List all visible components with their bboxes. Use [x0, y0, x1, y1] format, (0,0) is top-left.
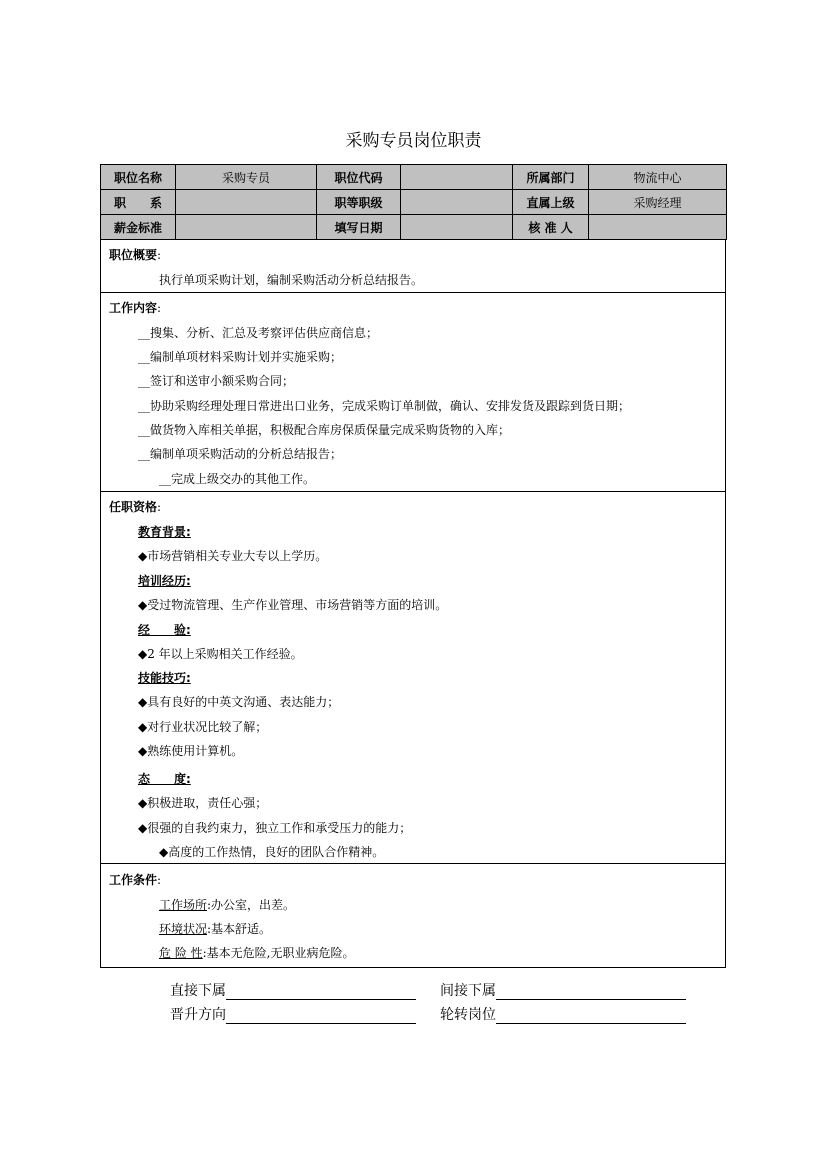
direct-subordinate-blank[interactable]	[226, 985, 416, 1000]
rotation-blank[interactable]	[496, 1009, 686, 1024]
list-item: ◆2 年以上采购相关工作经验。	[138, 647, 303, 661]
salary-label: 薪金标准	[101, 215, 176, 240]
rotation-field: 轮转岗位	[440, 1004, 686, 1024]
qualifications-section	[100, 492, 726, 864]
list-item: ◆高度的工作热情，良好的团队合作精神。	[159, 845, 385, 859]
salary-value	[176, 215, 317, 240]
list-item: __协助采购经理处理日常进出口业务，完成采购订单制做，确认、安排发货及跟踪到货日期；	[138, 399, 631, 413]
skills-title: 技能技巧:	[138, 671, 191, 685]
table-row	[101, 165, 727, 190]
duties-section	[100, 293, 726, 492]
indirect-subordinate-field: 间接下属	[440, 980, 686, 1000]
table-row	[101, 215, 727, 240]
position-code-value	[401, 165, 513, 190]
grade-label: 职等职级	[317, 190, 401, 215]
position-code-label: 职位代码	[317, 165, 401, 190]
promotion-field: 晋升方向	[170, 1004, 416, 1024]
list-item: __编制单项材料采购计划并实施采购；	[138, 350, 343, 364]
supervisor-label: 直属上级	[513, 190, 589, 215]
fill-date-value	[401, 215, 513, 240]
department-value: 物流中心	[589, 165, 727, 190]
overview-heading: 职位概要:	[109, 248, 162, 262]
list-item: __做货物入库相关单据，积极配合库房保质保量完成采购货物的入库；	[138, 423, 511, 437]
job-family-value	[176, 190, 317, 215]
supervisor-value: 采购经理	[589, 190, 727, 215]
approver-label: 核 准 人	[513, 215, 589, 240]
job-family-label: 职 系	[101, 190, 176, 215]
fill-date-label: 填写日期	[317, 215, 401, 240]
list-item: ◆熟练使用计算机。	[138, 744, 244, 758]
position-name-label: 职位名称	[101, 165, 176, 190]
list-item: __签订和送审小额采购合同；	[138, 374, 295, 388]
conditions-section	[100, 864, 726, 968]
experience-title: 经 验:	[138, 623, 191, 637]
job-info-table	[100, 164, 727, 240]
list-item: ◆市场营销相关专业大专以上学历。	[138, 549, 328, 563]
workplace-line: 工作场所:办公室，出差。	[159, 898, 296, 912]
promotion-blank[interactable]	[226, 1009, 416, 1024]
environment-line: 环境状况:基本舒适。	[159, 922, 272, 936]
overview-section	[100, 240, 726, 293]
education-title: 教育背景:	[138, 525, 191, 539]
page-title: 采购专员岗位职责	[345, 131, 482, 151]
training-title: 培训经历:	[138, 574, 191, 588]
department-label: 所属部门	[513, 165, 589, 190]
indirect-subordinate-blank[interactable]	[496, 985, 686, 1000]
duties-heading: 工作内容:	[109, 301, 162, 315]
risk-line: 危 险 性:基本无危险,无职业病危险。	[159, 946, 355, 960]
list-item: __完成上级交办的其他工作。	[159, 472, 316, 486]
qualifications-heading: 任职资格:	[109, 500, 162, 514]
direct-subordinate-field: 直接下属	[170, 980, 416, 1000]
overview-text: 执行单项采购计划，编制采购活动分析总结报告。	[159, 273, 424, 287]
list-item: ◆对行业状况比较了解；	[138, 720, 268, 734]
position-name-value: 采购专员	[176, 165, 317, 190]
grade-value	[401, 190, 513, 215]
table-row	[101, 190, 727, 215]
approver-value	[589, 215, 727, 240]
list-item: ◆积极进取，责任心强；	[138, 796, 268, 810]
list-item: ◆具有良好的中英文沟通、表达能力；	[138, 695, 340, 709]
list-item: __编制单项采购活动的分析总结报告；	[138, 447, 343, 461]
list-item: ◆受过物流管理、生产作业管理、市场营销等方面的培训。	[138, 598, 448, 612]
conditions-heading: 工作条件:	[109, 873, 162, 887]
attitude-title: 态 度:	[138, 772, 191, 786]
list-item: ◆很强的自我约束力，独立工作和承受压力的能力；	[138, 821, 412, 835]
list-item: __搜集、分析、汇总及考察评估供应商信息；	[138, 326, 379, 340]
